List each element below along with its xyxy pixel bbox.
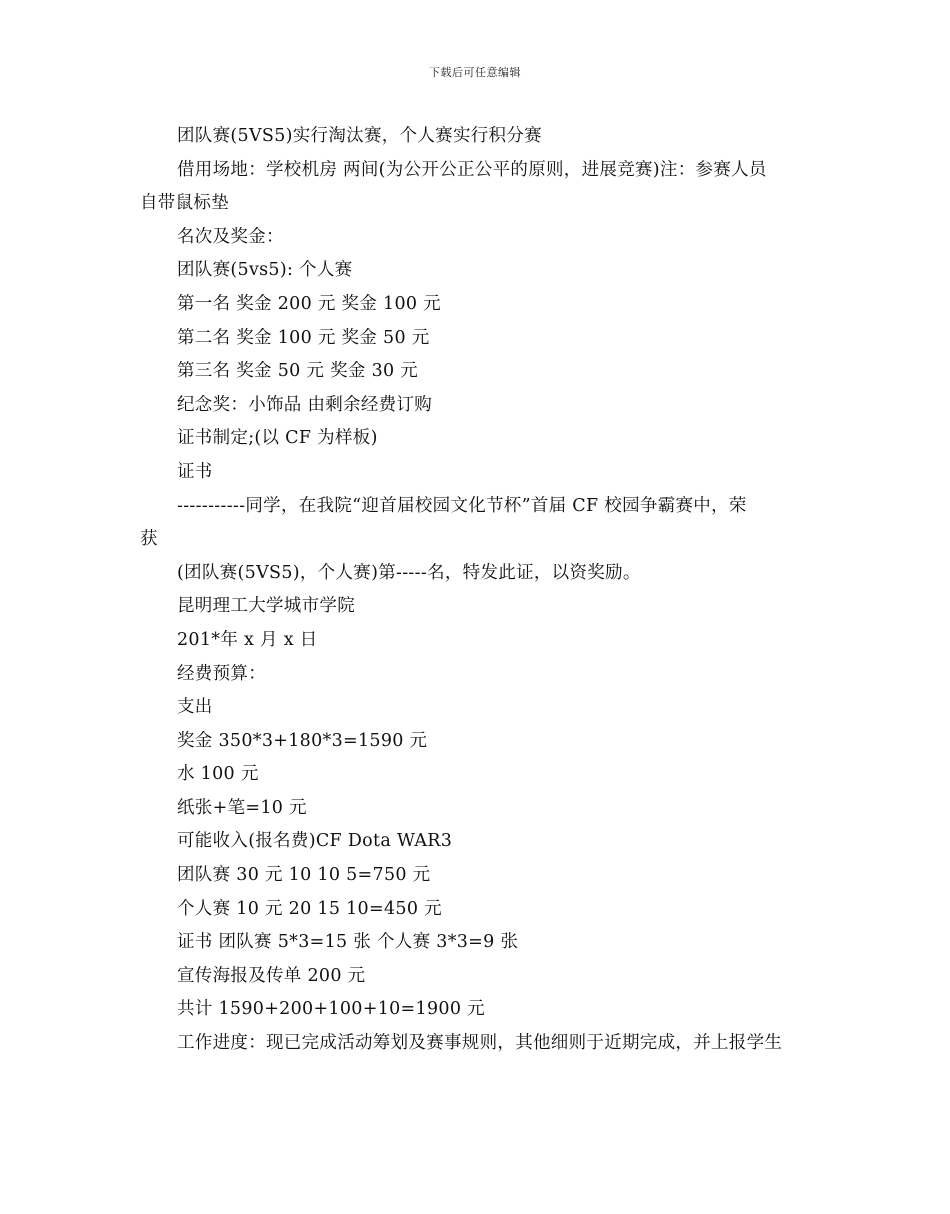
page-header: 下载后可任意编辑 xyxy=(429,66,521,79)
text-line: 团队赛(5VS5)实行淘汰赛，个人赛实行积分赛 xyxy=(177,126,542,146)
document-body xyxy=(140,120,820,1061)
text-line: 共计 1590+200+100+10=1900 元 xyxy=(177,999,485,1020)
text-line: 证书 xyxy=(177,461,213,482)
text-line: 自带鼠标垫 xyxy=(140,193,229,214)
text-line: 名次及奖金： xyxy=(177,226,284,247)
text-line: 团队赛 30 元 10 10 5=750 元 xyxy=(177,865,431,886)
text-line: 证书 团队赛 5*3=15 张 个人赛 3*3=9 张 xyxy=(177,932,519,953)
text-line: 昆明理工大学城市学院 xyxy=(177,596,355,617)
text-line: 水 100 元 xyxy=(177,764,259,785)
text-line: (团队赛(5VS5)，个人赛)第-----名，特发此证，以资奖励。 xyxy=(177,562,641,583)
text-line: 证书制定;(以 CF 为样板) xyxy=(177,428,378,449)
text-line: 第三名 奖金 50 元 奖金 30 元 xyxy=(177,361,419,382)
text-line: 奖金 350*3+180*3=1590 元 xyxy=(177,730,428,751)
text-line: -----------同学，在我院“迎首届校园文化节杯”首届 CF 校园争霸赛中，荣 xyxy=(177,495,747,516)
text-line: 可能收入(报名费)CF Dota WAR3 xyxy=(177,831,453,852)
text-line: 纸张+笔=10 元 xyxy=(177,797,307,818)
text-line: 获 xyxy=(140,529,158,550)
text-line: 团队赛(5vs5): 个人赛 xyxy=(177,260,353,281)
text-line: 宣传海报及传单 200 元 xyxy=(177,965,366,986)
text-line: 第二名 奖金 100 元 奖金 50 元 xyxy=(177,327,430,348)
text-line: 个人赛 10 元 20 15 10=450 元 xyxy=(177,898,442,919)
text-line: 工作进度：现已完成活动筹划及赛事规则，其他细则于近期完成，并上报学生 xyxy=(177,1033,783,1054)
text-line: 借用场地：学校机房 两间(为公开公正公平的原则，进展竞赛)注：参赛人员 xyxy=(177,159,767,180)
text-line: 支出 xyxy=(177,697,213,718)
text-line: 201*年 x 月 x 日 xyxy=(177,629,318,650)
text-line: 经费预算： xyxy=(177,663,266,684)
text-line: 第一名 奖金 200 元 奖金 100 元 xyxy=(177,293,441,314)
text-line: 纪念奖：小饰品 由剩余经费订购 xyxy=(177,394,433,415)
